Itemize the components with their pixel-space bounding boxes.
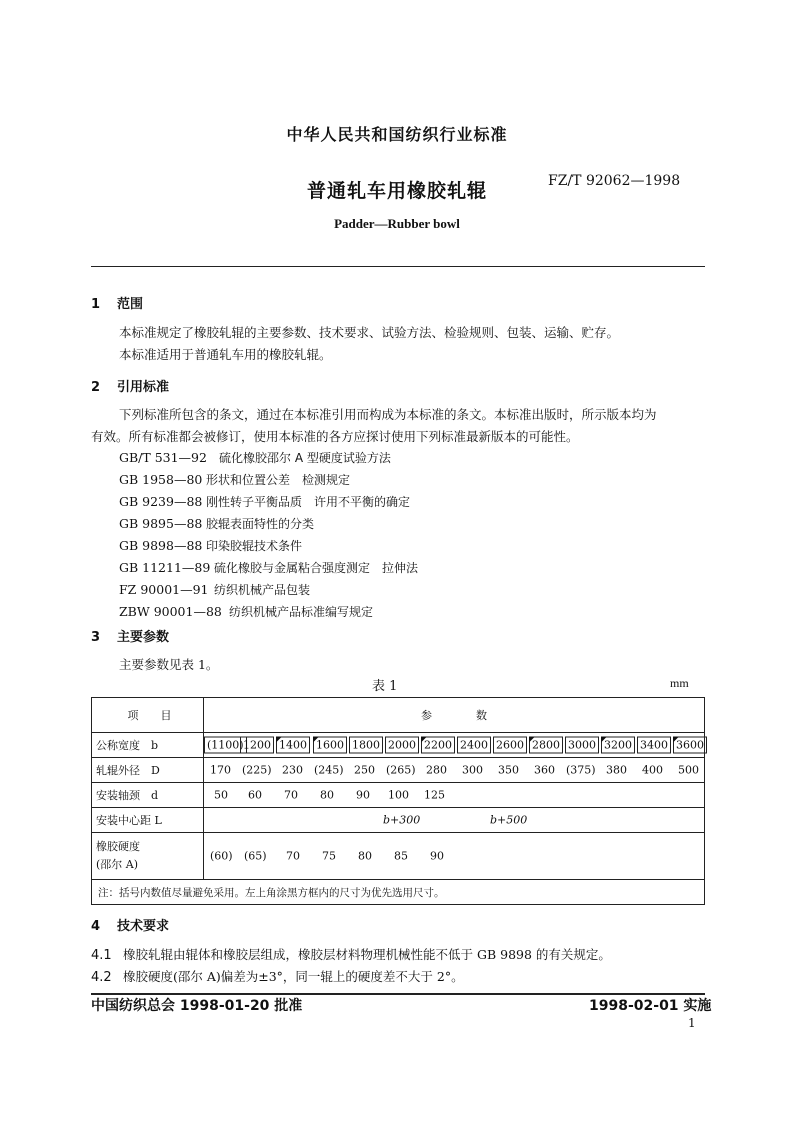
- row-label: 公称宽度 b: [92, 733, 204, 758]
- table-cell: 1600: [313, 737, 347, 754]
- table-cell: 2600: [493, 737, 527, 754]
- clause-4-1: 4.1 橡胶轧辊由辊体和橡胶层组成，橡胶层材料物理机械性能不低于 GB 9898 的有关规定。: [91, 947, 611, 963]
- row-values: [204, 808, 705, 833]
- table-cell: 85: [394, 849, 408, 863]
- table-cell: (225): [242, 763, 272, 777]
- table-note-row: [92, 880, 705, 905]
- reference-item: FZ 90001—91 纺织机械产品包装: [119, 582, 311, 597]
- table-cell: b+500: [490, 813, 528, 827]
- approval-date: 中国纺织总会 1998-01-20 批准: [91, 998, 303, 1014]
- table-cell: (375): [566, 763, 596, 777]
- table-cell: 1200: [240, 737, 274, 754]
- table-header-row: [92, 698, 705, 733]
- table-cell: 3000: [565, 737, 599, 754]
- header-item: 项 目: [92, 698, 204, 733]
- table-cell: 1400: [276, 737, 310, 754]
- table-cell: 1800: [349, 737, 383, 754]
- section-2-heading: 2 引用标准: [91, 380, 170, 395]
- table-cell: (65): [244, 849, 267, 863]
- table-cell: 3400: [637, 737, 671, 754]
- table-cell: 80: [320, 788, 334, 802]
- section-4-heading: 4 技术要求: [91, 919, 170, 934]
- reference-item: GB 1958—80 形状和位置公差 检测规定: [119, 472, 351, 487]
- table-cell: 2200: [421, 737, 455, 754]
- row-label: 橡胶硬度 (邵尔 A): [92, 833, 204, 880]
- table-cell: 3200: [601, 737, 635, 754]
- table-cell: 300: [462, 763, 483, 777]
- table-cell: (60): [210, 849, 233, 863]
- section-1-para-1: 本标准规定了橡胶轧辊的主要参数、技术要求、试验方法、检验规则、包装、运输、贮存。: [119, 325, 620, 340]
- table-row-diameter: [92, 758, 705, 783]
- row-values: [204, 758, 705, 783]
- reference-item: GB/T 531—92 硫化橡胶邵尔 A 型硬度试验方法: [119, 450, 391, 465]
- clause-4-2: 4.2 橡胶硬度(邵尔 A)偏差为±3°，同一辊上的硬度差不大于 2°。: [91, 969, 464, 985]
- table-row-journal: [92, 783, 705, 808]
- header-divider: [91, 266, 705, 267]
- table-cell: 350: [498, 763, 519, 777]
- table-caption: 表 1: [372, 679, 398, 694]
- table-cell: 380: [606, 763, 627, 777]
- table-cell: 90: [430, 849, 444, 863]
- section-1-heading: 1 范围: [91, 297, 144, 312]
- section-3-para: 主要参数见表 1。: [119, 657, 219, 672]
- table-cell: (265): [386, 763, 416, 777]
- table-note: 注：括号内数值尽量避免采用。左上角涂黑方框内的尺寸为优先选用尺寸。: [92, 880, 705, 905]
- document-title: 普通轧车用橡胶轧辊: [306, 180, 487, 202]
- table-cell: 3600: [673, 737, 707, 754]
- table-row-width: [92, 733, 705, 758]
- table-cell: 70: [284, 788, 298, 802]
- row-values: [204, 783, 705, 808]
- row-label: 轧辊外径 D: [92, 758, 204, 783]
- table-cell: 400: [642, 763, 663, 777]
- row-values: [204, 733, 705, 758]
- table-cell: (1100): [204, 737, 247, 754]
- table-cell: 500: [678, 763, 699, 777]
- table-cell: 80: [358, 849, 372, 863]
- table-cell: 100: [388, 788, 409, 802]
- standard-code: FZ/T 92062—1998: [548, 173, 681, 189]
- table-cell: b+300: [383, 813, 421, 827]
- table-cell: 70: [286, 849, 300, 863]
- row-label: 安装轴颈 d: [92, 783, 204, 808]
- table-cell: (245): [314, 763, 344, 777]
- table-unit: mm: [670, 676, 689, 690]
- section-3-heading: 3 主要参数: [91, 630, 170, 645]
- effective-date: 1998-02-01 实施: [589, 998, 712, 1014]
- section-2-para-1a: 下列标准所包含的条文，通过在本标准引用而构成为本标准的条文。本标准出版时，所示版本均为: [119, 407, 657, 422]
- table-cell: 170: [210, 763, 231, 777]
- table-cell: 60: [248, 788, 262, 802]
- reference-item: GB 9239—88 刚性转子平衡品质 许用不平衡的确定: [119, 494, 411, 509]
- reference-item: ZBW 90001—88 纺织机械产品标准编写规定: [119, 604, 374, 619]
- table-cell: 250: [354, 763, 375, 777]
- table-row-hardness: [92, 833, 705, 880]
- table-row-center-distance: [92, 808, 705, 833]
- table-cell: 125: [424, 788, 445, 802]
- table-cell: 50: [214, 788, 228, 802]
- issuing-organization: 中华人民共和国纺织行业标准: [286, 125, 508, 144]
- table-cell: 230: [282, 763, 303, 777]
- parameter-table: [91, 697, 705, 905]
- table-cell: 2400: [457, 737, 491, 754]
- header-params: 参 数: [204, 698, 705, 733]
- section-1-para-2: 本标准适用于普通轧车用的橡胶轧辊。: [119, 347, 332, 362]
- table-cell: 2800: [529, 737, 563, 754]
- row-values: [204, 833, 705, 880]
- reference-item: GB 9895—88 胶辊表面特性的分类: [119, 516, 315, 531]
- reference-item: GB 9898—88 印染胶辊技术条件: [119, 538, 303, 553]
- reference-item: GB 11211—89 硫化橡胶与金属粘合强度测定 拉伸法: [119, 560, 419, 575]
- row-label: 安装中心距 L: [92, 808, 204, 833]
- table-cell: 75: [322, 849, 336, 863]
- table-cell: 280: [426, 763, 447, 777]
- document-subtitle: Padder—Rubber bowl: [334, 216, 460, 231]
- table-cell: 90: [356, 788, 370, 802]
- table-cell: 2000: [385, 737, 419, 754]
- section-2-para-1b: 有效。所有标准都会被修订，使用本标准的各方应探讨使用下列标准最新版本的可能性。: [91, 429, 579, 444]
- table-cell: 360: [534, 763, 555, 777]
- page-number: 1: [688, 1016, 696, 1030]
